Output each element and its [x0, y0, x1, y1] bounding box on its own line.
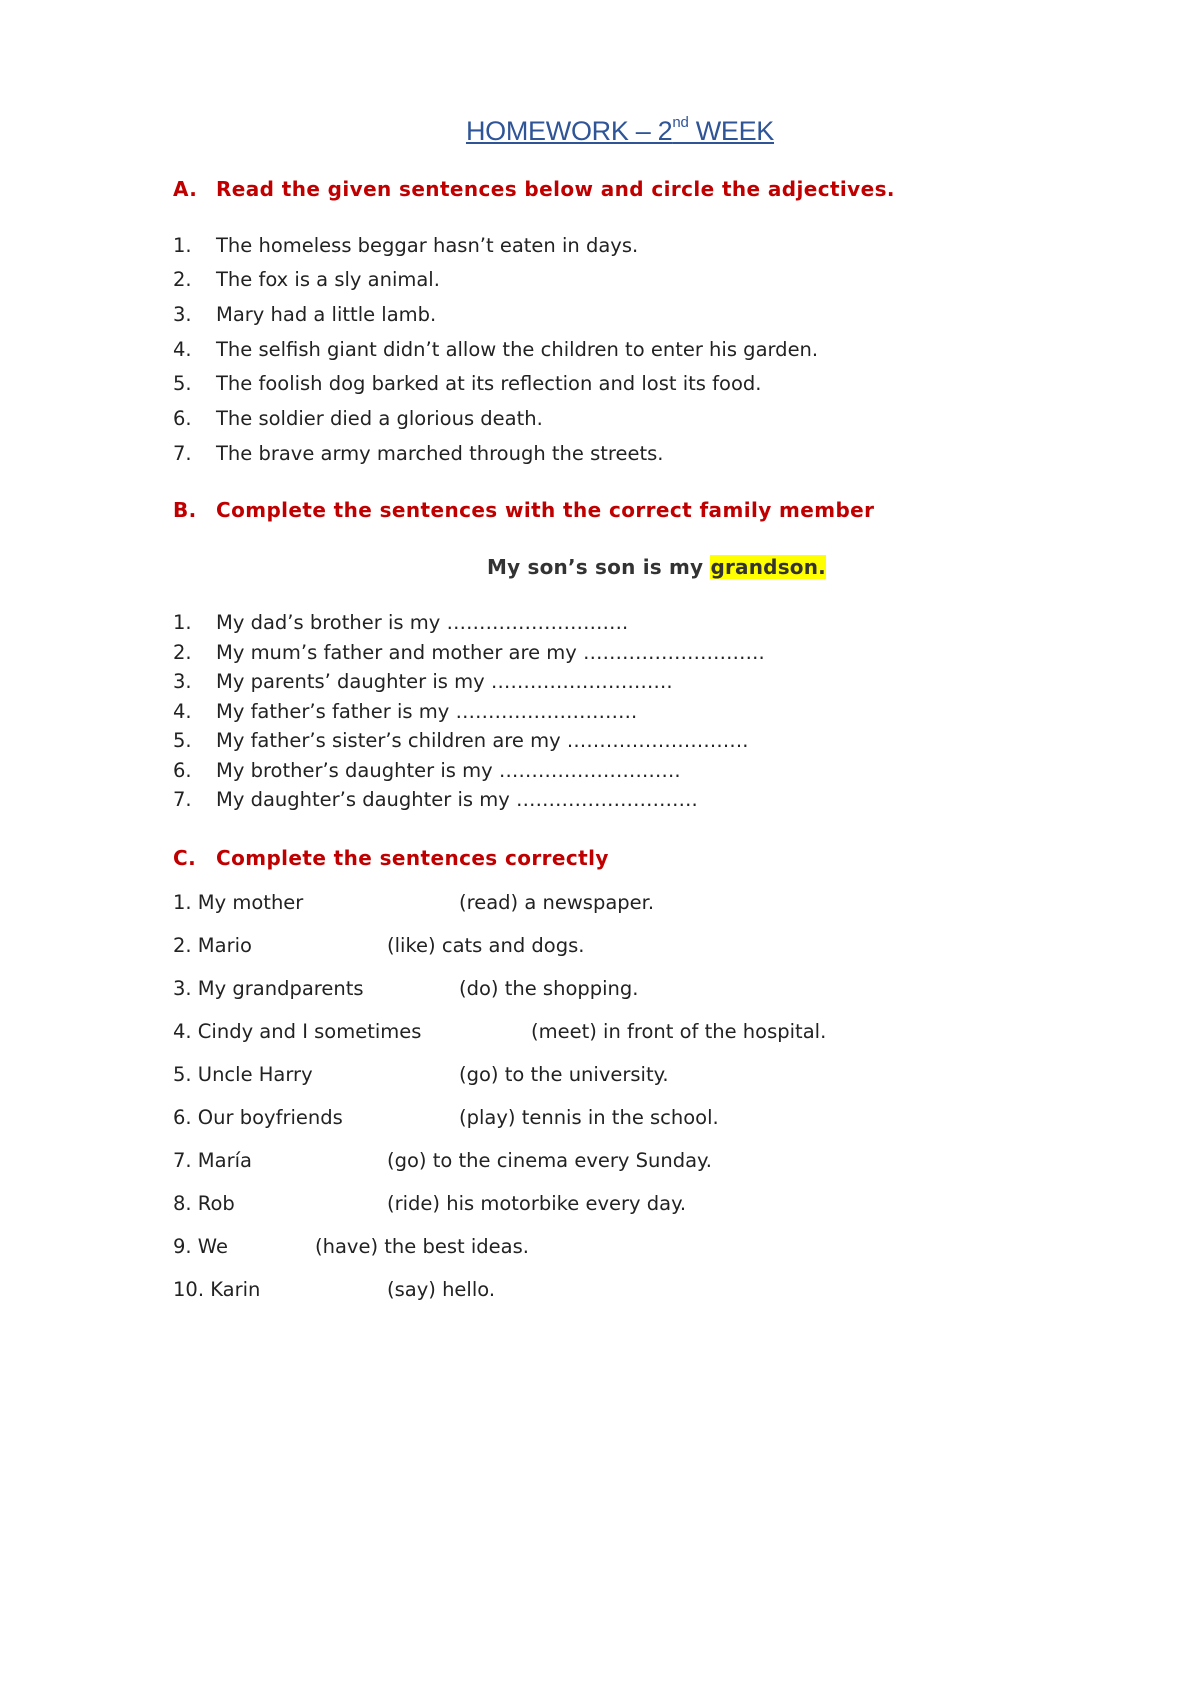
exercise-row: [173, 1149, 713, 1172]
item-number: 4.: [173, 700, 192, 723]
item-number: 6.: [173, 759, 192, 782]
exercise-subject: 10. Karin: [173, 1278, 261, 1301]
list-item: [173, 670, 673, 693]
item-text: My mum’s father and mother are my ……………………….: [216, 641, 765, 664]
list-item: [173, 372, 761, 395]
list-item: [173, 268, 440, 291]
exercise-row: [173, 1106, 719, 1129]
section-c-title: Complete the sentences correctly: [216, 846, 609, 870]
exercise-subject: 3. My grandparents: [173, 977, 364, 1000]
exercise-subject: 9. We: [173, 1235, 228, 1258]
exercise-subject: 8. Rob: [173, 1192, 235, 1215]
exercise-row: [173, 1278, 496, 1301]
item-number: 3.: [173, 670, 192, 693]
example-answer-highlight: grandson.: [710, 555, 826, 579]
list-item: [173, 338, 818, 361]
list-item: [173, 759, 681, 782]
item-text: The brave army marched through the streets.: [216, 442, 664, 465]
item-text: My parents’ daughter is my ……………………….: [216, 670, 673, 693]
exercise-row: [173, 1063, 669, 1086]
item-text: My daughter’s daughter is my ……………………….: [216, 788, 698, 811]
list-item: [173, 442, 664, 465]
title-rest: WEEK: [688, 116, 775, 146]
item-text: My dad’s brother is my ……………………….: [216, 611, 629, 634]
list-item: [173, 729, 749, 752]
section-a-heading: [173, 177, 895, 201]
list-item: [173, 700, 637, 723]
item-text: Mary had a little lamb.: [216, 303, 437, 326]
item-number: 2.: [173, 641, 192, 664]
exercise-row: [173, 1020, 827, 1043]
exercise-row: [173, 1235, 529, 1258]
section-c-heading: [173, 846, 609, 870]
item-text: My father’s father is my ……………………….: [216, 700, 638, 723]
exercise-verb: (read) a newspaper.: [459, 891, 655, 914]
section-b-heading: [173, 498, 874, 522]
exercise-subject: 7. María: [173, 1149, 252, 1172]
exercise-verb: (play) tennis in the school.: [459, 1106, 719, 1129]
item-number: 4.: [173, 338, 192, 361]
exercise-subject: 4. Cindy and I sometimes: [173, 1020, 422, 1043]
item-text: The homeless beggar hasn’t eaten in days.: [216, 234, 639, 257]
exercise-verb: (go) to the cinema every Sunday.: [387, 1149, 713, 1172]
list-item: [173, 303, 436, 326]
section-a-letter: A.: [173, 177, 198, 201]
section-b-title: Complete the sentences with the correct family member: [216, 498, 875, 522]
example-sentence: [487, 555, 826, 579]
exercise-verb: (say) hello.: [387, 1278, 496, 1301]
item-text: The selfish giant didn’t allow the children to enter his garden.: [216, 338, 819, 361]
list-item: [173, 234, 638, 257]
list-item: [173, 641, 765, 664]
item-number: 1.: [173, 234, 192, 257]
section-b-letter: B.: [173, 498, 197, 522]
item-number: 5.: [173, 372, 192, 395]
item-number: 2.: [173, 268, 192, 291]
exercise-subject: 1. My mother: [173, 891, 304, 914]
exercise-verb: (ride) his motorbike every day.: [387, 1192, 687, 1215]
list-item: [173, 788, 698, 811]
title-main: HOMEWORK – 2: [465, 116, 673, 146]
exercise-subject: 2. Mario: [173, 934, 252, 957]
exercise-row: [173, 977, 639, 1000]
exercise-row: [173, 1192, 687, 1215]
item-text: My father’s sister’s children are my ……………………….: [216, 729, 749, 752]
exercise-verb: (go) to the university.: [459, 1063, 669, 1086]
exercise-verb: (like) cats and dogs.: [387, 934, 585, 957]
exercise-subject: 6. Our boyfriends: [173, 1106, 343, 1129]
exercise-row: [173, 934, 585, 957]
page-title: [0, 116, 1200, 147]
list-item: [173, 407, 543, 430]
exercise-verb: (meet) in front of the hospital.: [531, 1020, 827, 1043]
item-text: The soldier died a glorious death.: [216, 407, 543, 430]
item-number: 7.: [173, 788, 192, 811]
item-text: The foolish dog barked at its reflection and lost its food.: [216, 372, 762, 395]
exercise-row: [173, 891, 655, 914]
list-item: [173, 611, 628, 634]
item-number: 5.: [173, 729, 192, 752]
item-number: 6.: [173, 407, 192, 430]
item-number: 7.: [173, 442, 192, 465]
exercise-subject: 5. Uncle Harry: [173, 1063, 313, 1086]
exercise-verb: (do) the shopping.: [459, 977, 639, 1000]
section-a-title: Read the given sentences below and circle the adjectives.: [216, 177, 895, 201]
exercise-verb: (have) the best ideas.: [315, 1235, 529, 1258]
item-text: The fox is a sly animal.: [216, 268, 440, 291]
title-superscript: nd: [672, 114, 689, 131]
example-prefix: My son’s son is my: [487, 555, 711, 579]
item-number: 1.: [173, 611, 192, 634]
item-number: 3.: [173, 303, 192, 326]
item-text: My brother’s daughter is my ……………………….: [216, 759, 681, 782]
section-c-letter: C.: [173, 846, 197, 870]
